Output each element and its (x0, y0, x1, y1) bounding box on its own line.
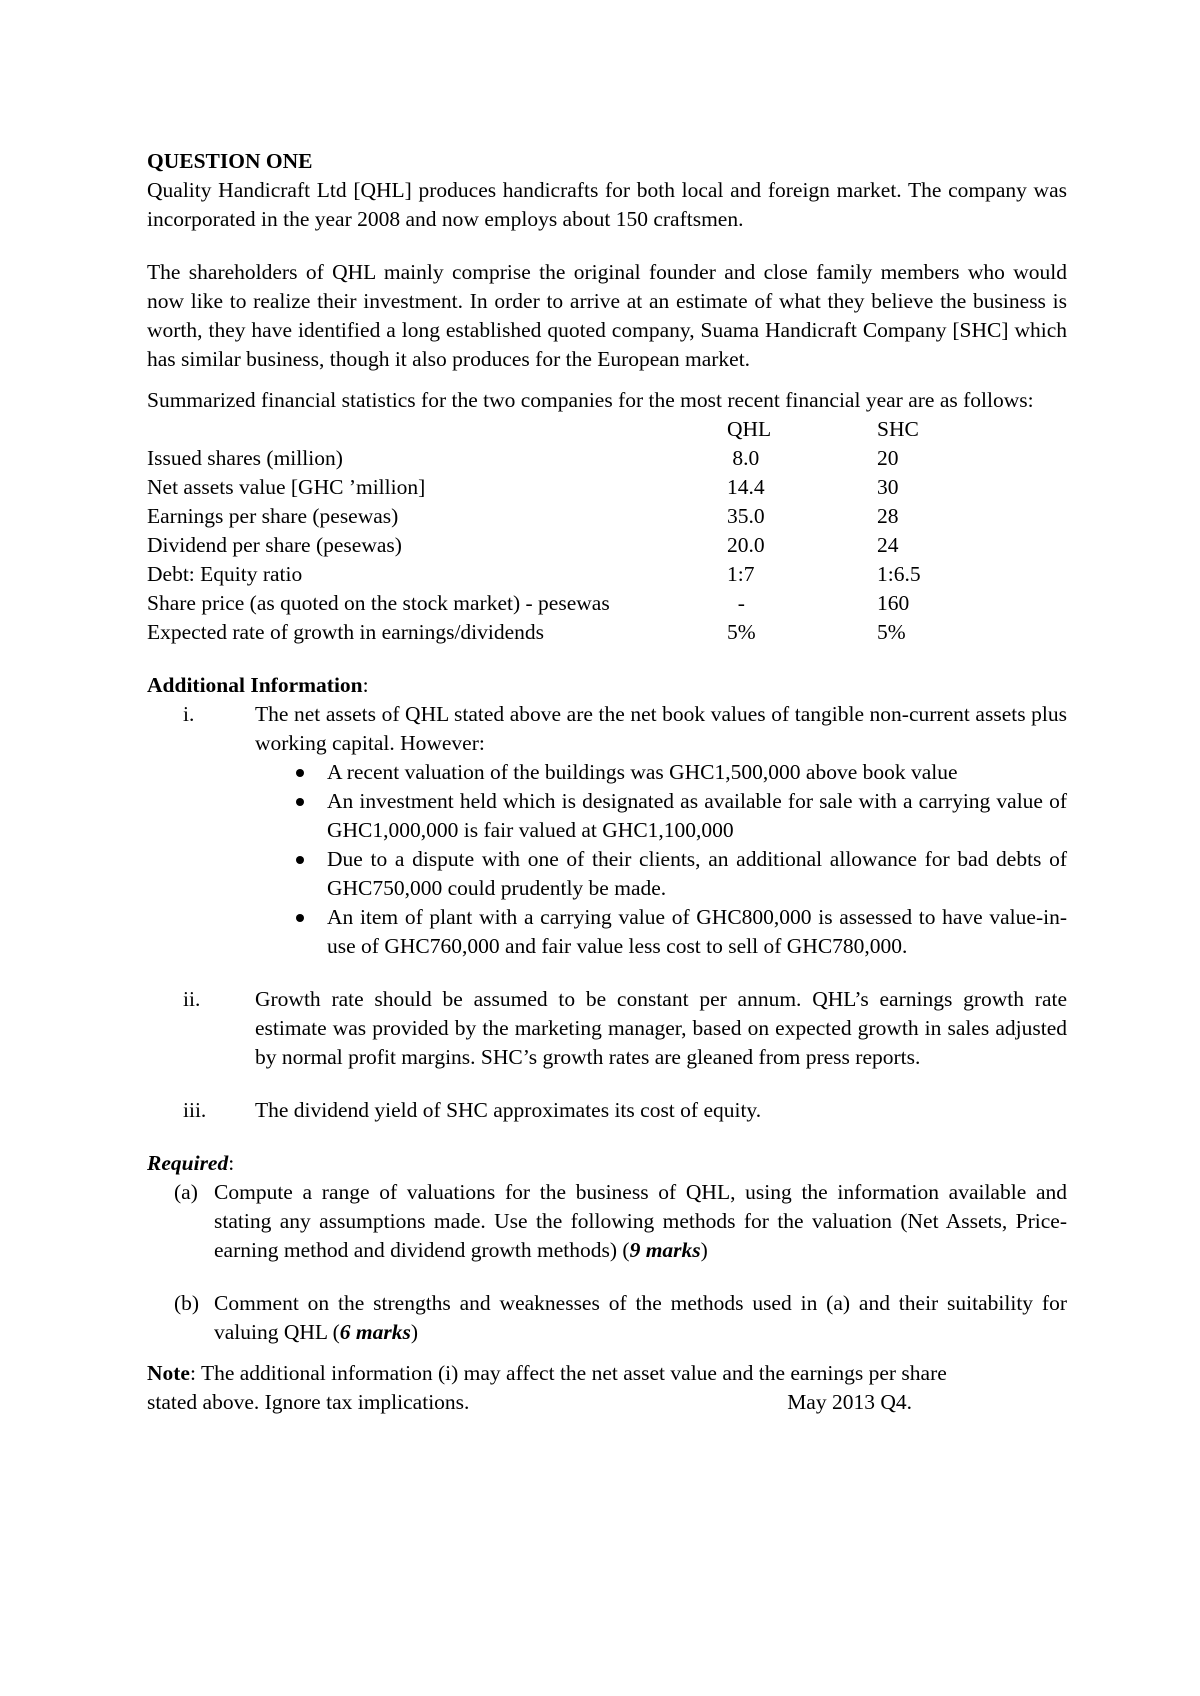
bullet-icon (291, 845, 327, 903)
shc-value: 20 (877, 446, 899, 470)
table-row (147, 531, 997, 560)
question-title: QUESTION ONE (147, 149, 313, 173)
row-label: Expected rate of growth in earnings/dividends (147, 620, 545, 644)
bullet-icon (291, 903, 327, 961)
bullet-item: An investment held which is designated as available for sale with a carrying value of GHC1,000,000 is fair valued at GHC1,100,000 (291, 787, 1067, 845)
qhl-value: 5% (727, 620, 756, 644)
additional-info-list (147, 700, 1067, 1125)
row-label: Earnings per share (pesewas) (147, 504, 399, 528)
qhl-value: - (727, 591, 745, 615)
shc-value: 28 (877, 504, 899, 528)
shc-value: 30 (877, 475, 899, 499)
note-paragraph: Note: The additional information (i) may affect the net asset value and the earnings per share (147, 1361, 947, 1385)
qhl-value: 1:7 (727, 562, 755, 586)
document-page (147, 147, 1067, 1417)
list-item (147, 985, 1067, 1072)
note-second-line: stated above. Ignore tax implications. May 2013 Q4. (147, 1388, 1067, 1417)
shareholders-paragraph: The shareholders of QHL mainly comprise the original founder and close family members who would now like to realize their investment. In order to arrive at an estimate of what they believe the business is worth, they have identified a long established quoted company, Suama Handicraft Company [SHC] which has similar business, though it also produces for the European market. (147, 260, 1067, 371)
additional-info-heading: Additional Information: (147, 673, 369, 697)
qhl-value: 8.0 (727, 446, 760, 470)
bullet-item: An item of plant with a carrying value of GHC800,000 is assessed to have value-in-use of GHC760,000 and fair value less cost to sell of GHC780,000. (291, 903, 1067, 961)
table-row (147, 502, 997, 531)
requirement-mark: (b) (174, 1291, 200, 1315)
bullet-icon (291, 787, 327, 845)
requirement-b: (b) Comment on the strengths and weaknesses of the methods used in (a) and their suitability for valuing QHL (6 marks) (147, 1289, 1067, 1347)
row-label: Net assets value [GHC ’million] (147, 475, 426, 499)
column-qhl: QHL (727, 417, 772, 441)
item-text: Growth rate should be assumed to be constant per annum. QHL’s earnings growth rate estimate was provided by the marketing manager, based on expected growth in sales adjusted by normal profit margins. SHC’s growth rates are gleaned from press reports. (255, 987, 1067, 1069)
row-label: Share price (as quoted on the stock market) - pesewas (147, 591, 610, 615)
shc-value: 5% (877, 620, 906, 644)
row-label: Dividend per share (pesewas) (147, 533, 402, 557)
shc-value: 160 (877, 591, 910, 615)
required-heading: Required: (147, 1151, 235, 1175)
list-item (147, 700, 1067, 758)
bullet-list (291, 758, 1067, 961)
qhl-value: 20.0 (727, 533, 765, 557)
table-row (147, 618, 997, 647)
intro-paragraph: Quality Handicraft Ltd [QHL] produces handicrafts for both local and foreign market. The company was incorporated in the year 2008 and now employs about 150 craftsmen. (147, 178, 1067, 231)
bullet-item: A recent valuation of the buildings was GHC1,500,000 above book value (291, 758, 1067, 787)
table-row (147, 589, 997, 618)
item-text: The dividend yield of SHC approximates its cost of equity. (255, 1098, 762, 1122)
item-text: The net assets of QHL stated above are the net book values of tangible non-current assets plus working capital. However: (255, 702, 1067, 755)
bullet-item: Due to a dispute with one of their clients, an additional allowance for bad debts of GHC750,000 could prudently be made. (291, 845, 1067, 903)
row-label: Issued shares (million) (147, 446, 343, 470)
exam-reference: May 2013 Q4. (787, 1390, 912, 1414)
table-row (147, 473, 997, 502)
requirement-a: (a) Compute a range of valuations for the business of QHL, using the information available and stating any assumptions made. Use the following methods for the valuation (Net Assets, Price-earning method and dividend growth methods) (9 marks) (147, 1178, 1067, 1265)
item-number: i. (183, 702, 195, 726)
table-row (147, 560, 997, 589)
shc-value: 1:6.5 (877, 562, 921, 586)
table-header-row (147, 415, 997, 444)
list-item (147, 1096, 1067, 1125)
row-label: Debt: Equity ratio (147, 562, 303, 586)
qhl-value: 35.0 (727, 504, 765, 528)
statistics-intro: Summarized financial statistics for the two companies for the most recent financial year are as follows: (147, 388, 1034, 412)
requirement-mark: (a) (174, 1180, 198, 1204)
financial-statistics-table (147, 415, 997, 647)
bullet-icon (291, 758, 327, 787)
table-row (147, 444, 997, 473)
marks-label: 9 marks (629, 1238, 701, 1262)
shc-value: 24 (877, 533, 899, 557)
qhl-value: 14.4 (727, 475, 765, 499)
marks-label: 6 marks (339, 1320, 411, 1344)
item-number: iii. (183, 1098, 207, 1122)
column-shc: SHC (877, 417, 919, 441)
item-number: ii. (183, 987, 201, 1011)
